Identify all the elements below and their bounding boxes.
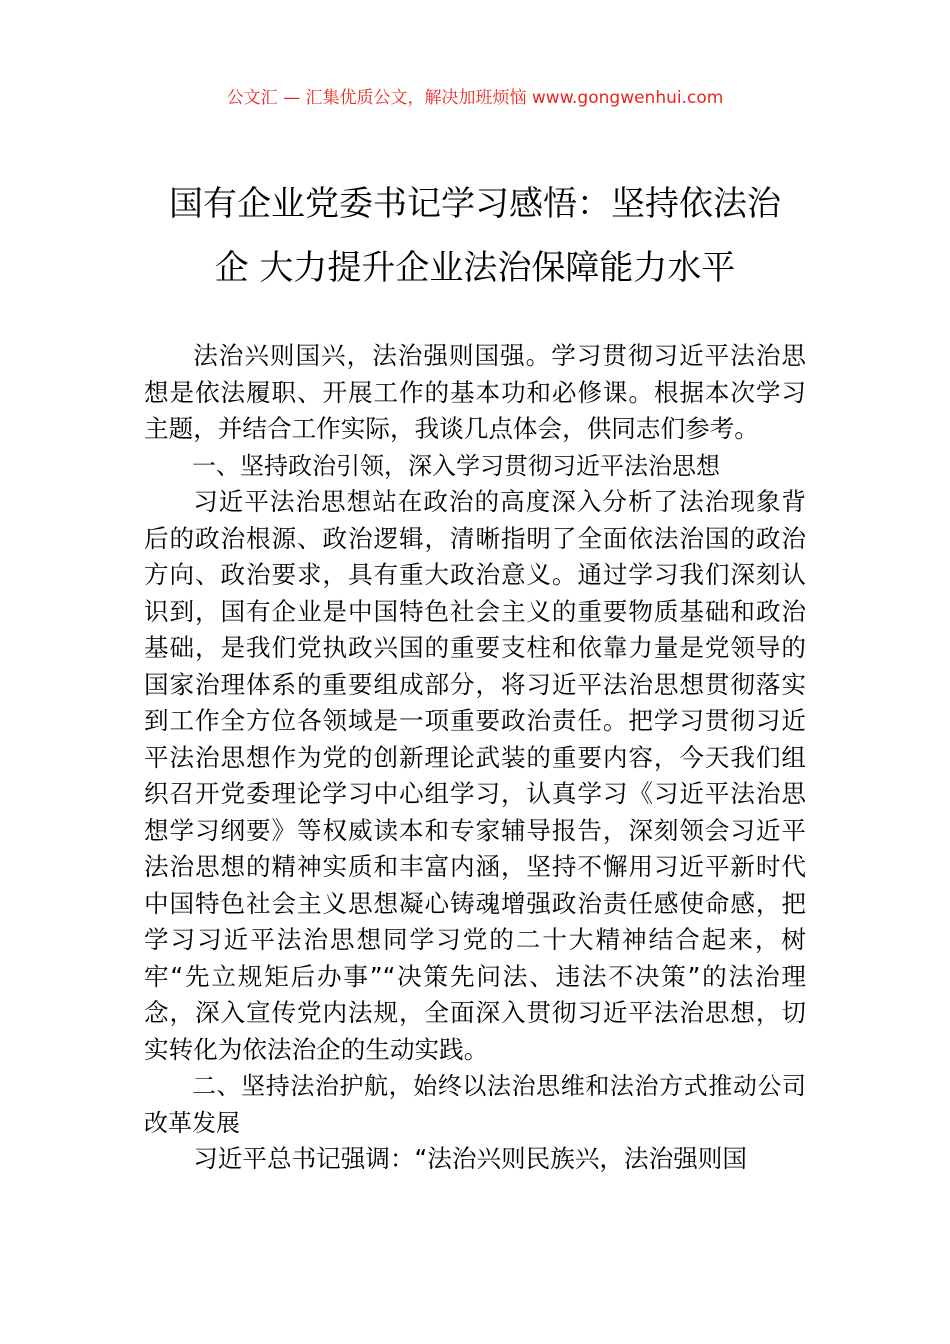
section-paragraph-2: 习近平总书记强调：“法治兴则民族兴，法治强则国 (193, 1144, 747, 1173)
document-title (140, 172, 810, 300)
section-heading-1: 一、坚持政治引领，深入学习贯彻习近平法治思想 (192, 451, 720, 480)
document-body (144, 338, 806, 1178)
intro-paragraph: 法治兴则国兴，法治强则国强。学习贯彻习近平法治思想是依法履职、开展工作的基本功和必修课。根据本次学习主题，并结合工作实际，我谈几点体会，供同志们参考。 (144, 341, 806, 443)
section-paragraph-1: 习近平法治思想站在政治的高度深入分析了法治现象背后的政治根源、政治逻辑，清晰指明了全面依法治国的政治方向、政治要求，具有重大政治意义。通过学习我们深刻认识到，国有企业是中国特色社会主义的重要物质基础和政治基础，是我们党执政兴国的重要支柱和依靠力量是党领导的国家治理体系的重要组成部分，将习近平法治思想贯彻落实到工作全方位各领域是一项重要政治责任。把学习贯彻习近平法治思想作为党的创新理论武装的重要内容，今天我们组织召开党委理论学习中心组学习，认真学习《习近平法治思想学习纲要》等权威读本和专家辅导报告，深刻领会习近平法治思想的精神实质和丰富内涵，坚持不懈用习近平新时代中国特色社会主义思想凝心铸魂增强政治责任感使命感，把学习习近平法治思想同学习党的二十大精神结合起来，树牢“先立规矩后办事”“决策先问法、违法不决策”的法治理念，深入宣传党内法规，全面深入贯彻习近平法治思想，切实转化为依法治企的生动实践。 (144, 487, 806, 1064)
title-line-2: 企 大力提升企业法治保障能力水平 (214, 248, 736, 288)
title-line-1: 国有企业党委书记学习感悟：坚持依法治 (169, 184, 781, 224)
section-heading-2: 二、坚持法治护航，始终以法治思维和法治方式推动公司改革发展 (144, 1072, 806, 1137)
header-banner: 公文汇 — 汇集优质公文，解决加班烦恼 www.gongwenhui.com (226, 88, 724, 108)
